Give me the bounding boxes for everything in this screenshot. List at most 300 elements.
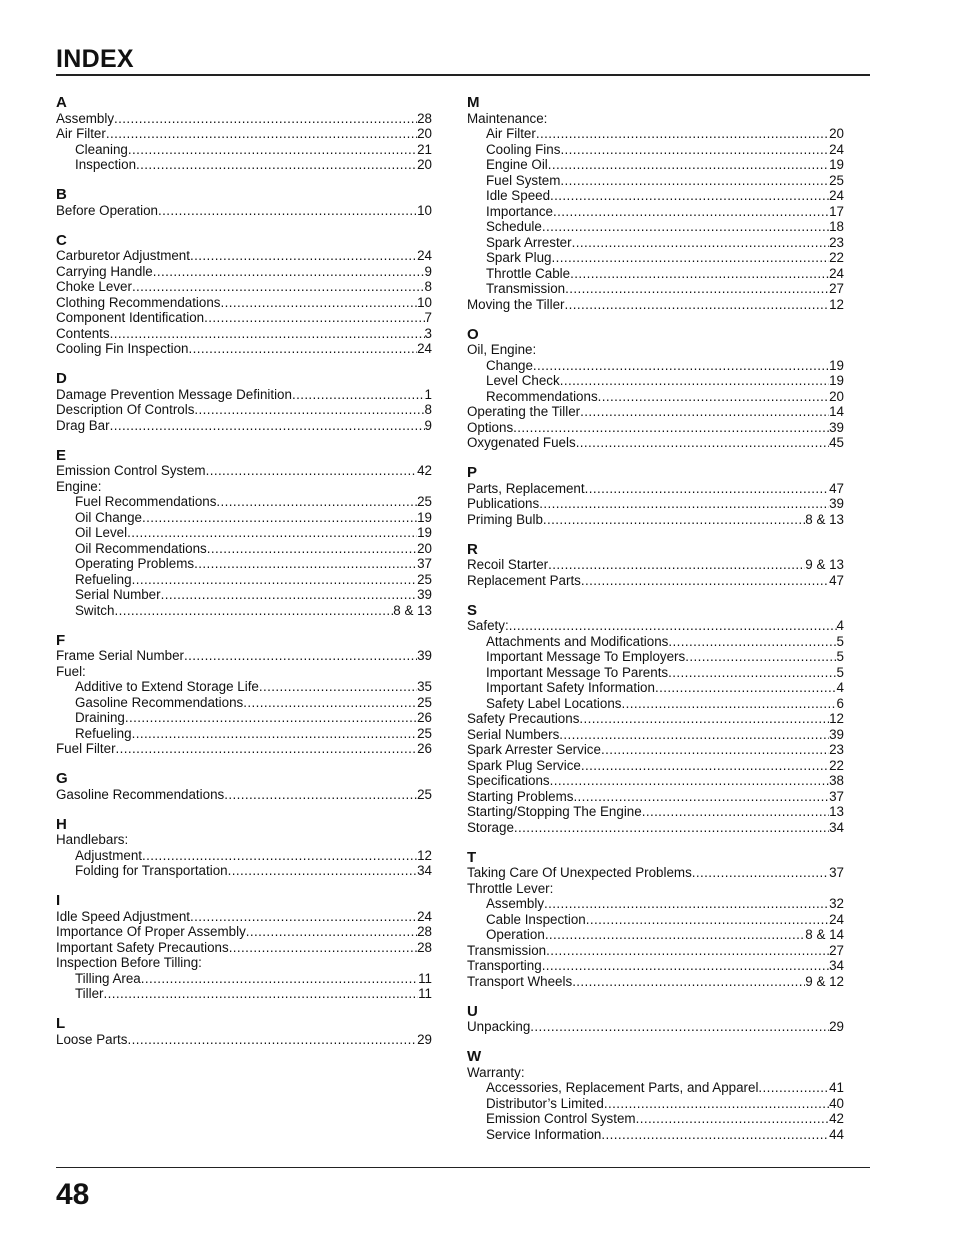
entry-page-number: 37	[829, 865, 844, 880]
entry-page-number: 24	[829, 188, 844, 203]
entry-label: Transporting	[467, 958, 542, 973]
entry-page-number: 34	[829, 819, 844, 835]
entry-page-number: 39	[829, 419, 844, 435]
index-entry	[56, 909, 432, 925]
entry-label: Contents	[56, 325, 110, 341]
index-entry	[467, 974, 844, 990]
index-entry	[56, 463, 432, 479]
entry-label: Operating Problems	[75, 556, 195, 571]
entry-page-number: 12	[417, 847, 432, 863]
entry-page-number: 34	[829, 958, 844, 973]
section-letter: R	[467, 540, 478, 558]
index-subentry	[56, 142, 432, 158]
index-subentry	[467, 1096, 844, 1112]
dot-leader	[581, 573, 829, 589]
dot-leader	[142, 510, 417, 526]
index-subentry	[56, 494, 432, 510]
index-entry	[467, 297, 844, 313]
entry-label: Loose Parts	[56, 1031, 128, 1047]
entry-page-number: 20	[829, 126, 844, 141]
index-section-c	[56, 233, 432, 357]
entry-page-number: 29	[417, 1031, 432, 1047]
index-entry	[467, 742, 844, 758]
index-entry	[467, 618, 844, 634]
entry-page-number: 12	[829, 711, 844, 726]
entry-label: Spark Arrester	[486, 234, 572, 250]
index-subentry	[467, 634, 844, 650]
entry-label: Safety Label Locations	[486, 695, 622, 711]
dot-leader	[565, 297, 830, 313]
index-subentry	[467, 358, 844, 374]
entry-page-number: 9 & 12	[805, 973, 844, 989]
dot-leader	[668, 634, 836, 650]
entry-page-number: 13	[829, 804, 844, 819]
entry-label: Warranty:	[467, 1064, 525, 1080]
entry-label: Frame Serial Number	[56, 648, 184, 663]
entry-page-number: 39	[417, 587, 432, 602]
index-section-o	[467, 327, 844, 451]
entry-page-number: 39	[829, 496, 844, 511]
entry-label: Fuel Filter	[56, 741, 116, 756]
dot-leader	[132, 726, 418, 742]
dot-leader	[243, 695, 417, 711]
index-entry	[56, 295, 432, 311]
dot-leader	[110, 418, 425, 434]
index-entry	[56, 924, 432, 940]
index-entry	[56, 203, 432, 219]
entry-page-number: 5	[836, 649, 844, 664]
index-entry	[467, 789, 844, 805]
entry-page-number: 17	[829, 203, 844, 219]
dot-leader	[539, 496, 829, 512]
entry-page-number: 9 & 13	[805, 557, 844, 572]
entry-label: Unpacking	[467, 1019, 531, 1034]
index-subentry	[56, 157, 432, 173]
dot-leader	[576, 435, 829, 451]
entry-label: Fuel Recommendations	[75, 494, 217, 509]
entry-page-number: 25	[417, 571, 432, 587]
entry-label: Tilling Area	[75, 970, 141, 986]
entry-page-number: 38	[829, 773, 844, 788]
entry-page-number: 28	[417, 924, 432, 939]
index-entry	[56, 418, 432, 434]
dot-leader	[586, 912, 829, 928]
entry-page-number: 34	[417, 863, 432, 878]
entry-page-number: 6	[836, 695, 844, 711]
index-subentry	[467, 896, 844, 912]
index-section-t	[467, 850, 844, 990]
dot-leader	[106, 126, 417, 142]
entry-page-number: 14	[829, 404, 844, 419]
entry-label: Throttle Lever:	[467, 880, 554, 896]
entry-label: Transport Wheels	[467, 973, 573, 989]
dot-leader	[116, 741, 418, 757]
index-subentry	[467, 649, 844, 665]
index-section-d	[56, 371, 432, 433]
entry-label: Tiller	[75, 986, 104, 1001]
index-entry	[56, 787, 432, 803]
index-subentry	[56, 510, 432, 526]
entry-label: Cable Inspection	[486, 911, 586, 927]
index-entry	[467, 881, 844, 897]
dot-leader	[194, 556, 417, 572]
entry-label: Inspection Before Tilling:	[56, 955, 202, 970]
entry-label: Cooling Fin Inspection	[56, 341, 189, 356]
dot-leader	[758, 1080, 829, 1096]
entry-label: Gasoline Recommendations	[75, 694, 244, 710]
index-subentry	[467, 696, 844, 712]
index-subentry	[467, 665, 844, 681]
entry-label: Important Safety Information	[486, 680, 655, 695]
entry-label: Publications	[467, 496, 540, 511]
dot-leader	[125, 710, 417, 726]
dot-leader	[132, 279, 425, 295]
entry-label: Safety:	[467, 618, 509, 633]
dot-leader	[581, 758, 829, 774]
entry-page-number: 39	[829, 726, 844, 742]
entry-page-number: 3	[424, 325, 432, 341]
section-letter: O	[467, 325, 479, 343]
entry-label: Distributor’s Limited	[486, 1095, 604, 1111]
index-entry	[467, 804, 844, 820]
index-entry	[467, 342, 844, 358]
entry-page-number: 24	[417, 248, 432, 263]
index-section-h	[56, 817, 432, 879]
entry-page-number: 25	[417, 725, 432, 741]
index-entry	[467, 573, 844, 589]
entry-page-number: 4	[836, 680, 844, 695]
dot-leader	[204, 310, 424, 326]
entry-label: Transmission	[467, 942, 547, 958]
index-entry	[56, 402, 432, 418]
dot-leader	[622, 696, 837, 712]
dot-leader	[546, 943, 829, 959]
entry-page-number: 10	[417, 294, 432, 310]
section-letter: D	[56, 370, 67, 387]
index-subentry	[467, 1080, 844, 1096]
dot-leader	[533, 358, 829, 374]
index-entry	[56, 741, 432, 757]
dot-leader	[544, 896, 829, 912]
index-entry	[467, 1065, 844, 1081]
entry-label: Operating the Tiller	[467, 404, 581, 419]
entry-page-number: 8 & 13	[805, 511, 844, 527]
index-subentry	[467, 157, 844, 173]
index-entry	[467, 1019, 844, 1035]
entry-page-number: 22	[829, 757, 844, 773]
entry-page-number: 8 & 14	[805, 927, 844, 942]
dot-leader	[509, 618, 837, 634]
dot-leader	[668, 665, 836, 681]
dot-leader	[542, 958, 829, 974]
entry-page-number: 25	[829, 172, 844, 188]
entry-label: Replacement Parts	[467, 572, 581, 588]
entry-page-number: 8	[424, 279, 432, 294]
index-entry	[56, 341, 432, 357]
entry-page-number: 35	[417, 679, 432, 694]
index-section-f	[56, 633, 432, 757]
dot-leader	[136, 157, 417, 173]
section-letter: G	[56, 770, 68, 787]
dot-leader	[685, 649, 836, 665]
entry-label: Inspection	[75, 157, 137, 172]
index-subentry	[467, 1111, 844, 1127]
index-section-g	[56, 771, 432, 802]
entry-label: Carburetor Adjustment	[56, 248, 190, 263]
entry-label: Oil Level	[75, 525, 128, 540]
dot-leader	[216, 494, 417, 510]
index-entry	[467, 727, 844, 743]
entry-page-number: 24	[829, 141, 844, 157]
dot-leader	[536, 126, 829, 142]
index-entry	[467, 711, 844, 727]
dot-leader	[514, 820, 829, 836]
index-entry	[56, 648, 432, 664]
index-subentry	[56, 710, 432, 726]
dot-leader	[207, 541, 417, 557]
entry-page-number: 25	[417, 494, 432, 509]
index-subentry	[56, 556, 432, 572]
index-subentry	[467, 219, 844, 235]
index-entry	[467, 758, 844, 774]
dot-leader	[542, 219, 829, 235]
entry-label: Damage Prevention Message Definition	[56, 386, 292, 402]
entry-label: Engine Oil	[486, 157, 548, 172]
dot-leader	[565, 281, 829, 297]
entry-page-number: 8	[424, 402, 432, 417]
index-section-p	[467, 465, 844, 527]
entry-label: Emission Control System	[56, 463, 206, 478]
entry-page-number: 27	[829, 942, 844, 958]
entry-page-number: 5	[836, 633, 844, 649]
dot-leader	[550, 188, 829, 204]
section-letter: T	[467, 848, 477, 866]
index-entry	[467, 958, 844, 974]
index-column-left	[56, 95, 432, 1047]
index-entry	[467, 420, 844, 436]
entry-page-number: 25	[417, 694, 432, 710]
entry-label: Spark Plug Service	[467, 757, 581, 773]
index-entry	[467, 773, 844, 789]
dot-leader	[573, 789, 829, 805]
entry-page-number: 27	[829, 281, 844, 296]
dot-leader	[560, 142, 829, 158]
dot-leader	[636, 1111, 830, 1127]
index-entry	[467, 943, 844, 959]
entry-page-number: 8 & 13	[393, 602, 432, 618]
dot-leader	[228, 863, 418, 879]
entry-label: Refueling	[75, 725, 132, 741]
index-section-a	[56, 95, 432, 173]
entry-label: Important Safety Precautions	[56, 939, 229, 955]
entry-label: Recommendations	[486, 388, 598, 404]
dot-leader	[572, 974, 805, 990]
dot-leader	[553, 204, 829, 220]
entry-page-number: 11	[418, 970, 432, 986]
entry-label: Priming Bulb	[467, 511, 543, 527]
index-section-m	[467, 95, 844, 312]
index-entry	[467, 435, 844, 451]
index-subentry	[56, 603, 432, 619]
dot-leader	[190, 248, 417, 264]
index-subentry	[467, 1127, 844, 1143]
index-section-b	[56, 187, 432, 218]
entry-page-number: 28	[417, 939, 432, 955]
dot-leader	[158, 203, 417, 219]
entry-label: Schedule	[486, 219, 542, 234]
index-section-e	[56, 448, 432, 619]
dot-leader	[513, 420, 829, 436]
entry-label: Idle Speed Adjustment	[56, 908, 190, 924]
dot-leader	[110, 326, 425, 342]
section-letter: A	[56, 94, 67, 111]
entry-label: Important Message To Employers	[486, 649, 686, 664]
entry-page-number: 19	[417, 509, 432, 525]
index-entry	[56, 955, 432, 971]
dot-leader	[560, 373, 829, 389]
entry-page-number: 10	[417, 202, 432, 218]
entry-label: Service Information	[486, 1126, 602, 1142]
dot-leader	[642, 804, 829, 820]
dot-leader	[559, 727, 829, 743]
entry-label: Change	[486, 357, 533, 373]
dot-leader	[545, 927, 805, 943]
entry-label: Before Operation	[56, 202, 158, 218]
index-subentry	[467, 142, 844, 158]
index-entry	[56, 279, 432, 295]
entry-label: Assembly	[486, 896, 545, 911]
section-letter: F	[56, 631, 66, 649]
entry-label: Specifications	[467, 773, 550, 788]
entry-page-number: 24	[829, 911, 844, 927]
dot-leader	[692, 865, 829, 881]
dot-leader	[189, 341, 418, 357]
dot-leader	[292, 387, 425, 403]
index-entry	[467, 481, 844, 497]
index-entry	[467, 512, 844, 528]
page-number: 48	[56, 1178, 90, 1211]
entry-page-number: 20	[417, 540, 432, 556]
entry-label: Gasoline Recommendations	[56, 786, 225, 802]
entry-page-number: 47	[829, 480, 844, 496]
entry-page-number: 45	[829, 435, 844, 450]
section-letter: E	[56, 446, 67, 464]
dot-leader	[128, 142, 417, 158]
entry-label: Moving the Tiller	[467, 296, 565, 312]
index-subentry	[56, 695, 432, 711]
entry-label: Refueling	[75, 571, 132, 587]
footer-rule	[56, 1167, 870, 1168]
index-section-r	[467, 542, 844, 589]
index-subentry	[467, 680, 844, 696]
entry-label: Oil, Engine:	[467, 342, 537, 357]
entry-label: Throttle Cable	[486, 265, 571, 281]
index-subentry	[467, 204, 844, 220]
entry-label: Importance Of Proper Assembly	[56, 924, 246, 939]
entry-label: Fuel:	[56, 663, 86, 679]
entry-page-number: 22	[829, 250, 844, 265]
entry-page-number: 29	[829, 1019, 844, 1034]
entry-label: Oil Change	[75, 509, 142, 525]
entry-label: Spark Arrester Service	[467, 742, 601, 757]
index-subentry	[56, 726, 432, 742]
index-entry	[56, 832, 432, 848]
dot-leader	[246, 924, 417, 940]
entry-label: Attachments and Modifications	[486, 633, 669, 649]
dot-leader	[127, 1032, 417, 1048]
entry-page-number: 19	[829, 373, 844, 388]
dot-leader	[598, 389, 829, 405]
entry-label: Engine:	[56, 478, 102, 494]
entry-page-number: 19	[417, 525, 432, 540]
index-subentry	[467, 389, 844, 405]
entry-label: Handlebars:	[56, 832, 129, 847]
dot-leader	[206, 463, 418, 479]
entry-label: Choke Lever	[56, 279, 132, 294]
dot-leader	[552, 250, 830, 266]
entry-label: Safety Precautions	[467, 711, 580, 726]
entry-page-number: 24	[417, 908, 432, 924]
entry-label: Draining	[75, 710, 125, 725]
entry-label: Parts, Replacement	[467, 480, 585, 496]
entry-label: Fuel System	[486, 172, 561, 188]
dot-leader	[655, 680, 837, 696]
entry-label: Options	[467, 419, 514, 435]
entry-page-number: 20	[417, 157, 432, 172]
dot-leader	[114, 111, 417, 127]
index-subentry	[56, 541, 432, 557]
index-entry	[56, 248, 432, 264]
entry-label: Starting/Stopping The Engine	[467, 804, 642, 819]
dot-leader	[601, 1127, 829, 1143]
dot-leader	[221, 295, 418, 311]
entry-label: Cooling Fins	[486, 141, 561, 157]
header-rule	[56, 74, 870, 76]
entry-page-number: 19	[829, 157, 844, 172]
entry-page-number: 18	[829, 219, 844, 234]
index-column-right	[467, 95, 844, 1142]
index-entry	[56, 664, 432, 680]
index-subentry	[467, 188, 844, 204]
entry-page-number: 42	[417, 463, 432, 478]
index-subentry	[467, 927, 844, 943]
entry-page-number: 20	[417, 126, 432, 141]
section-letter: W	[467, 1048, 482, 1065]
entry-page-number: 1	[424, 386, 432, 402]
index-subentry	[467, 373, 844, 389]
entry-page-number: 23	[829, 234, 844, 250]
entry-page-number: 24	[829, 265, 844, 281]
index-subentry	[467, 173, 844, 189]
entry-label: Starting Problems	[467, 788, 574, 804]
dot-leader	[548, 157, 829, 173]
entry-page-number: 44	[829, 1126, 844, 1142]
entry-label: Description Of Controls	[56, 402, 195, 417]
dot-leader	[104, 986, 419, 1002]
entry-label: Transmission	[486, 281, 566, 296]
index-section-s	[467, 603, 844, 836]
index-subentry	[467, 912, 844, 928]
entry-page-number: 5	[836, 664, 844, 680]
index-entry	[56, 326, 432, 342]
dot-leader	[572, 235, 830, 251]
entry-page-number: 41	[829, 1080, 844, 1095]
index-subentry	[56, 525, 432, 541]
dot-leader	[560, 173, 829, 189]
entry-page-number: 40	[829, 1095, 844, 1111]
entry-page-number: 20	[829, 388, 844, 404]
entry-label: Recoil Starter	[467, 557, 549, 572]
